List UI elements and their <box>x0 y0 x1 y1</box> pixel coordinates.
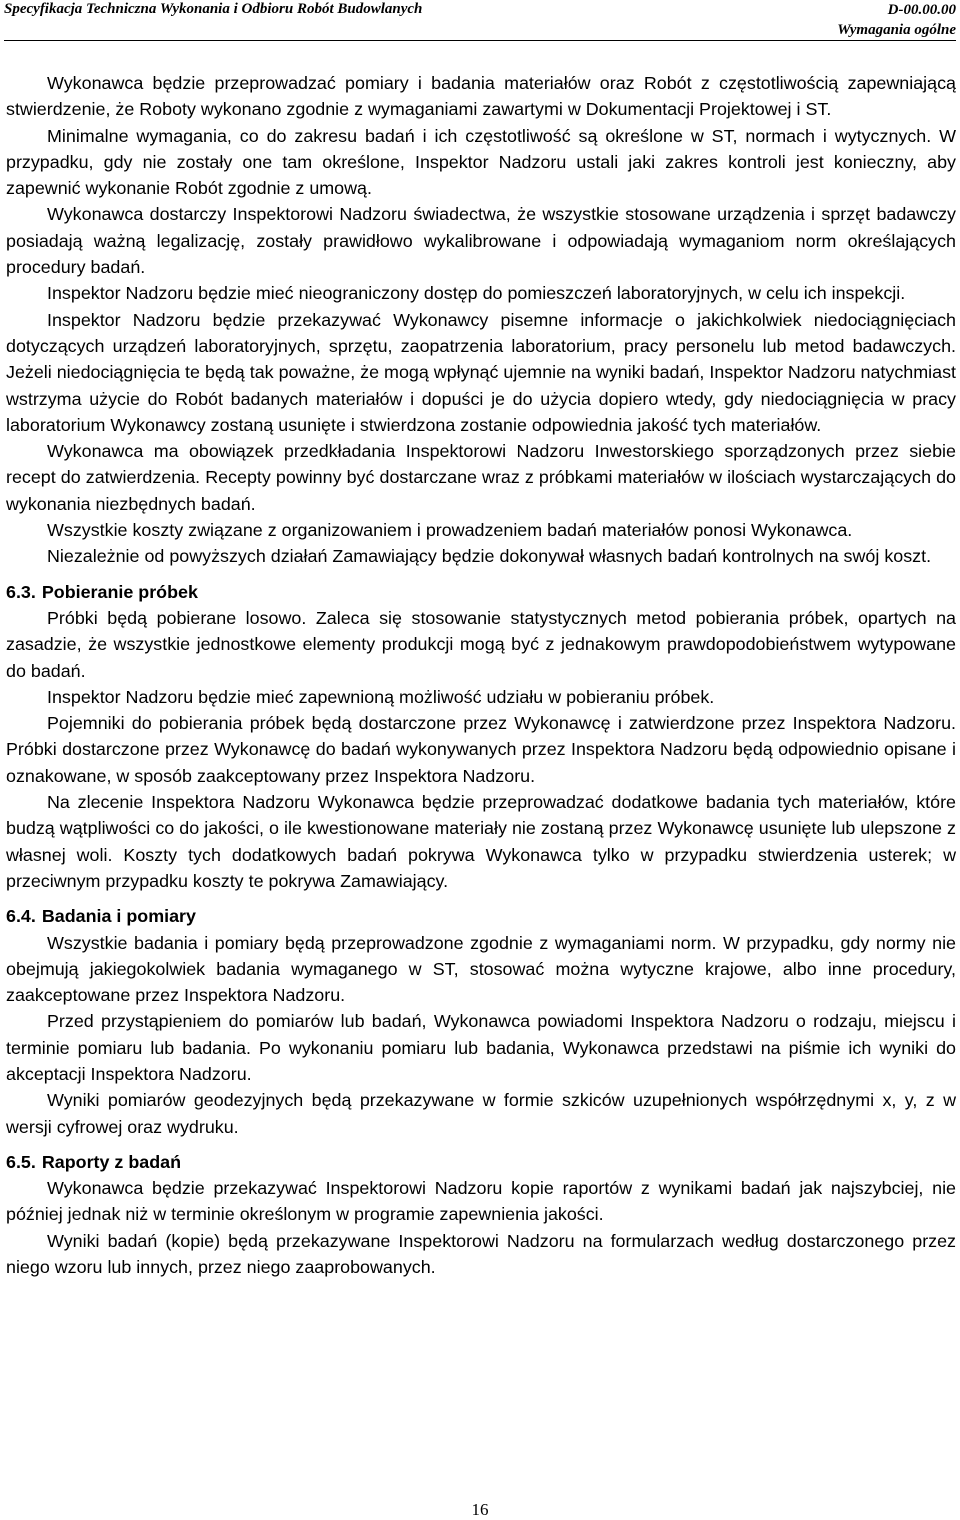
section-number: 6.4. <box>6 906 36 927</box>
paragraph: Wszystkie koszty związane z organizowaniem i prowadzeniem badań materiałów ponosi Wykonawca. <box>47 520 853 541</box>
section-title: Badania i pomiary <box>41 906 196 927</box>
section-heading-6-4 <box>6 903 956 929</box>
page-number: 16 <box>471 1500 489 1519</box>
paragraph: Wykonawca dostarczy Inspektorowi Nadzoru świadectwa, że wszystkie stosowane urządzenia i sprzęt badawczy posiadają ważną legalizację, zostały prawidłowo wykalibrowane i odpowiadają wymaganiom norm określających procedury badań. <box>6 204 956 278</box>
paragraph: Przed przystąpieniem do pomiarów lub badań, Wykonawca powiadomi Inspektora Nadzoru o rodzaju, miejscu i terminie pomiaru lub badania. Po wykonaniu pomiaru lub badania, Wykonawca przedstawi na piśmie ich wyniki do akceptacji Inspektora Nadzoru. <box>6 1011 956 1084</box>
paragraph: Próbki będą pobierane losowo. Zaleca się stosowanie statystycznych metod pobierania próbek, opartych na zasadzie, że wszystkie jednostkowe elementy produkcji mogą być z jednakowym prawdopodobieństwem wytypowane do badań. <box>6 607 956 681</box>
document-title: Specyfikacja Techniczna Wykonania i Odbioru Robót Budowlanych <box>4 1 423 17</box>
section-number: 6.3. <box>6 581 36 602</box>
section-heading-6-5 <box>6 1149 956 1175</box>
section-heading-6-3 <box>6 579 956 605</box>
paragraph: Inspektor Nadzoru będzie przekazywać Wykonawcy pisemne informacje o jakichkolwiek niedociągnięciach dotyczących urządzeń laboratoryjnych, sprzętu, zaopatrzenia laboratorium, pracy personelu lub metod badawczych. Jeżeli niedociągnięcia te będą tak poważne, że mogą wpłynąć ujemnie na wyniki badań, Inspektor Nadzoru natychmiast wstrzyma użycie do Robót badanych materiałów i dopuści je do użycia dopiero wtedy, gdy niedociągnięcia w pracy laboratorium Wykonawcy zostaną usunięte i stwierdzona zostanie odpowiednia jakość tych materiałów. <box>6 309 956 435</box>
document-code: D-00.00.00 <box>887 2 956 18</box>
section-number: 6.5. <box>6 1151 36 1172</box>
paragraph: Wyniki pomiarów geodezyjnych będą przekazywane w formie szkiców uzupełnionych współrzędnymi x, y, z w wersji cyfrowej oraz wydruku. <box>6 1090 956 1137</box>
paragraph: Wszystkie badania i pomiary będą przeprowadzone zgodnie z wymaganiami norm. W przypadku, gdy normy nie obejmują jakiegokolwiek badania wymaganego w ST, stosować można wytyczne krajowe, albo inne procedury, zaakceptowane przez Inspektora Nadzoru. <box>6 932 956 1006</box>
paragraph: Inspektor Nadzoru będzie mieć zapewnioną możliwość udziału w pobieraniu próbek. <box>47 686 715 707</box>
paragraph: Na zlecenie Inspektora Nadzoru Wykonawca będzie przeprowadzać dodatkowe badania tych materiałów, które budzą wątpliwości co do jakości, o ile kwestionowane materiały nie zostaną przez Wykonawcę usunięte lub ulepszone z własnej woli. Koszty tych dodatkowych badań pokrywa Wykonawca tylko w przypadku stwierdzenia usterek; w przeciwnym przypadku koszty te pokrywa Zamawiający. <box>6 792 956 891</box>
header-right <box>837 0 956 40</box>
paragraph: Minimalne wymagania, co do zakresu badań i ich częstotliwość są określone w ST, normach i wytycznych. W przypadku, gdy nie zostały one tam określone, Inspektor Nadzoru ustali jaki zakres kontroli jest konieczny, aby zapewnić wykonanie Robót zgodnie z umową. <box>6 125 956 199</box>
paragraph: Wykonawca będzie przekazywać Inspektorowi Nadzoru kopie raportów z wynikami badań jak najszybciej, nie później jednak niż w terminie określonym w programie zapewnienia jakości. <box>6 1178 956 1225</box>
section-title: Pobieranie próbek <box>41 581 198 602</box>
page-header <box>4 0 956 41</box>
section-title: Raporty z badań <box>41 1151 182 1172</box>
paragraph: Inspektor Nadzoru będzie mieć nieograniczony dostęp do pomieszczeń laboratoryjnych, w celu ich inspekcji. <box>47 283 906 304</box>
paragraph: Pojemniki do pobierania próbek będą dostarczone przez Wykonawcę i zatwierdzone przez Inspektora Nadzoru. Próbki dostarczone przez Wykonawcę do badań wykonywanych przez Inspektora Nadzoru będą odpowiednio opisane i oznakowane, w sposób zaakceptowany przez Inspektora Nadzoru. <box>6 713 956 786</box>
paragraph: Wykonawca będzie przeprowadzać pomiary i badania materiałów oraz Robót z częstotliwością zapewniającą stwierdzenie, że Roboty wykonano zgodnie z wymaganiami zawartymi w Dokumentacji Projektowej i ST. <box>6 73 956 120</box>
page-content <box>6 70 956 1280</box>
paragraph: Wyniki badań (kopie) będą przekazywane Inspektorowi Nadzoru na formularzach według dostarczonego przez niego wzoru lub innych, przez niego zaaprobowanych. <box>6 1230 956 1278</box>
paragraph: Wykonawca ma obowiązek przedkładania Inspektorowi Nadzoru Inwestorskiego sporządzonych przez siebie recept do zatwierdzenia. Recepty powinny być dostarczane wraz z próbkami materiałów w ilościach wystarczających do wykonania niezbędnych badań. <box>6 441 956 514</box>
paragraph: Niezależnie od powyższych działań Zamawiający będzie dokonywał własnych badań kontrolnych na swój koszt. <box>47 546 932 567</box>
document-subtitle: Wymagania ogólne <box>837 22 956 38</box>
